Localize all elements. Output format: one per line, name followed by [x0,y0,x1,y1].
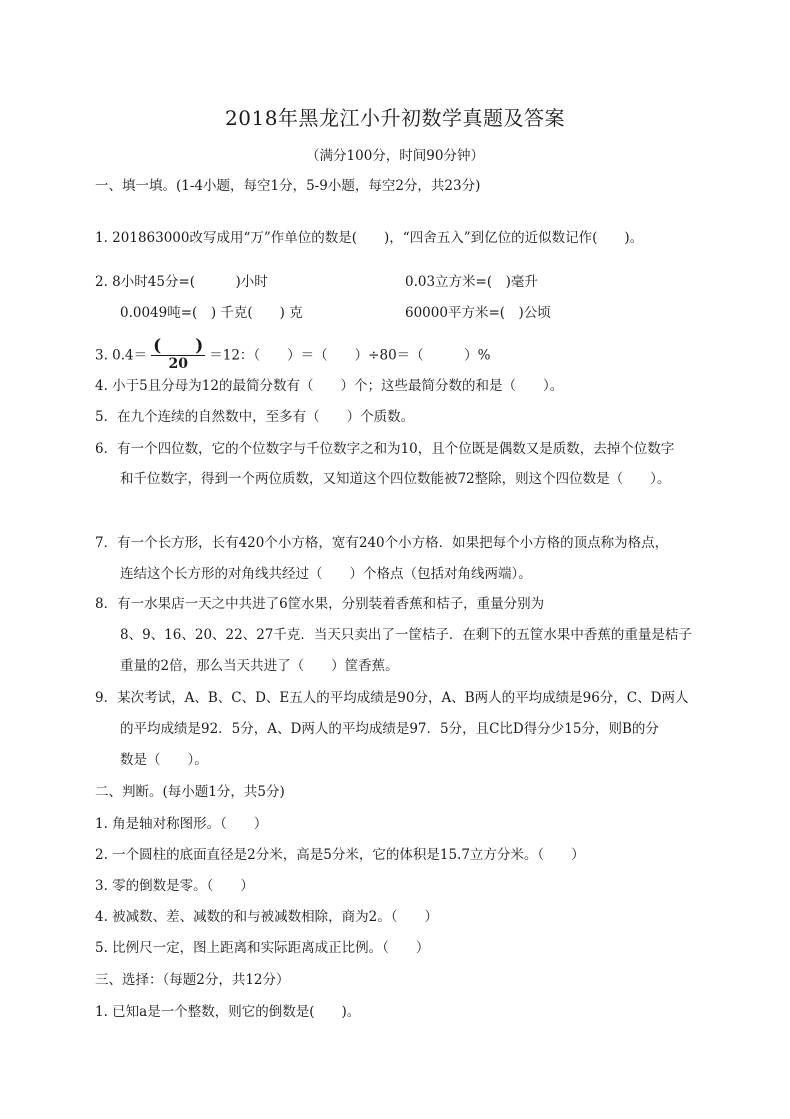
question-1-3-suffix: ＝12：（ ）＝（ ）÷80＝（ ）% [209,347,491,364]
judge-item-4: 4. 被减数、差、减数的和与被减数相除，商为2。（ ） [95,909,439,925]
judge-item-3: 3. 零的倒数是零。（ ） [95,878,254,894]
question-1-8-line-3: 重量的2倍，那么当天共进了（ ）筐香蕉。 [120,658,399,674]
question-1-2b-left: 0.0049吨=( ) 千克( ) 克 [120,305,303,321]
section-1-heading: 一、填一填。(1-4小题，每空1分，5-9小题，每空2分，共23分) [95,178,481,194]
question-1-3-prefix: 3. 0.4＝ [95,347,148,364]
question-1-3 [95,336,491,373]
question-1-4: 4. 小于5且分母为12的最简分数有（ ）个；这些最简分数的和是（ ）。 [95,378,564,394]
question-1-2a-left: 2. 8小时45分=( )小时 [95,274,268,290]
page-subtitle: （满分100分，时间90分钟） [306,148,484,164]
section-3-heading: 三、选择：（每题2分，共12分） [95,972,290,988]
question-1-2a-right: 0.03立方米=( )毫升 [405,274,538,290]
question-1-6-line-1: 6．有一个四位数，它的个位数字与千位数字之和为10，且个位既是偶数又是质数，去掉个位数字 [95,441,675,457]
question-1-7-line-1: 7．有一个长方形，长有420个小方格，宽有240个小方格．如果把每个小方格的顶点称为格点， [95,535,669,551]
judge-item-5: 5. 比例尺一定，图上距离和实际距离成正比例。（ ） [95,940,430,956]
question-1-6-line-2: 和千位数字，得到一个两位质数，又知道这个四位数能被72整除，则这个四位数是（ ）。 [120,471,671,487]
fraction-denominator: 20 [168,356,188,372]
fraction-numerator: ( ) [153,336,204,356]
question-1-9-line-3: 数是（ ）。 [120,752,208,768]
question-1-2b-right: 60000平方米=( )公顷 [405,305,551,321]
choice-item-1: 1. 已知a是一个整数，则它的倒数是( )。 [95,1004,361,1020]
judge-item-1: 1. 角是轴对称图形。（ ） [95,816,268,832]
question-1-9-line-2: 的平均成绩是92．5分，A、D两人的平均成绩是97．5分，且C比D得分少15分，则B的分 [120,721,659,737]
fraction [151,338,205,372]
question-1-5: 5．在九个连续的自然数中，至多有（ ）个质数。 [95,409,415,425]
question-1-7-line-2: 连结这个长方形的对角线共经过（ ）个格点（包括对角线两端）。 [120,566,532,582]
question-1-8-line-1: 8．有一水果店一天之中共进了6筐水果，分别装着香蕉和桔子，重量分别为 [95,596,545,612]
question-1-9-line-1: 9．某次考试，A、B、C、D、E五人的平均成绩是90分，A、B两人的平均成绩是96分，C、D两人 [95,690,689,706]
question-1-8-line-2: 8、9、16、20、22、27千克．当天只卖出了一筐桔子．在剩下的五筐水果中香蕉的重量是桔子 [120,627,692,643]
judge-item-2: 2. 一个圆柱的底面直径是2分米，高是5分米，它的体积是15.7立方分米。（ ） [95,847,585,863]
question-1-1: 1. 201863000改写成用“万”作单位的数是( )，“四舍五入”到亿位的近似数记作( )。 [95,230,644,246]
section-2-heading: 二、判断。(每小题1分，共5分) [95,784,285,800]
page-title: 2018年黑龙江小升初数学真题及答案 [225,106,565,130]
